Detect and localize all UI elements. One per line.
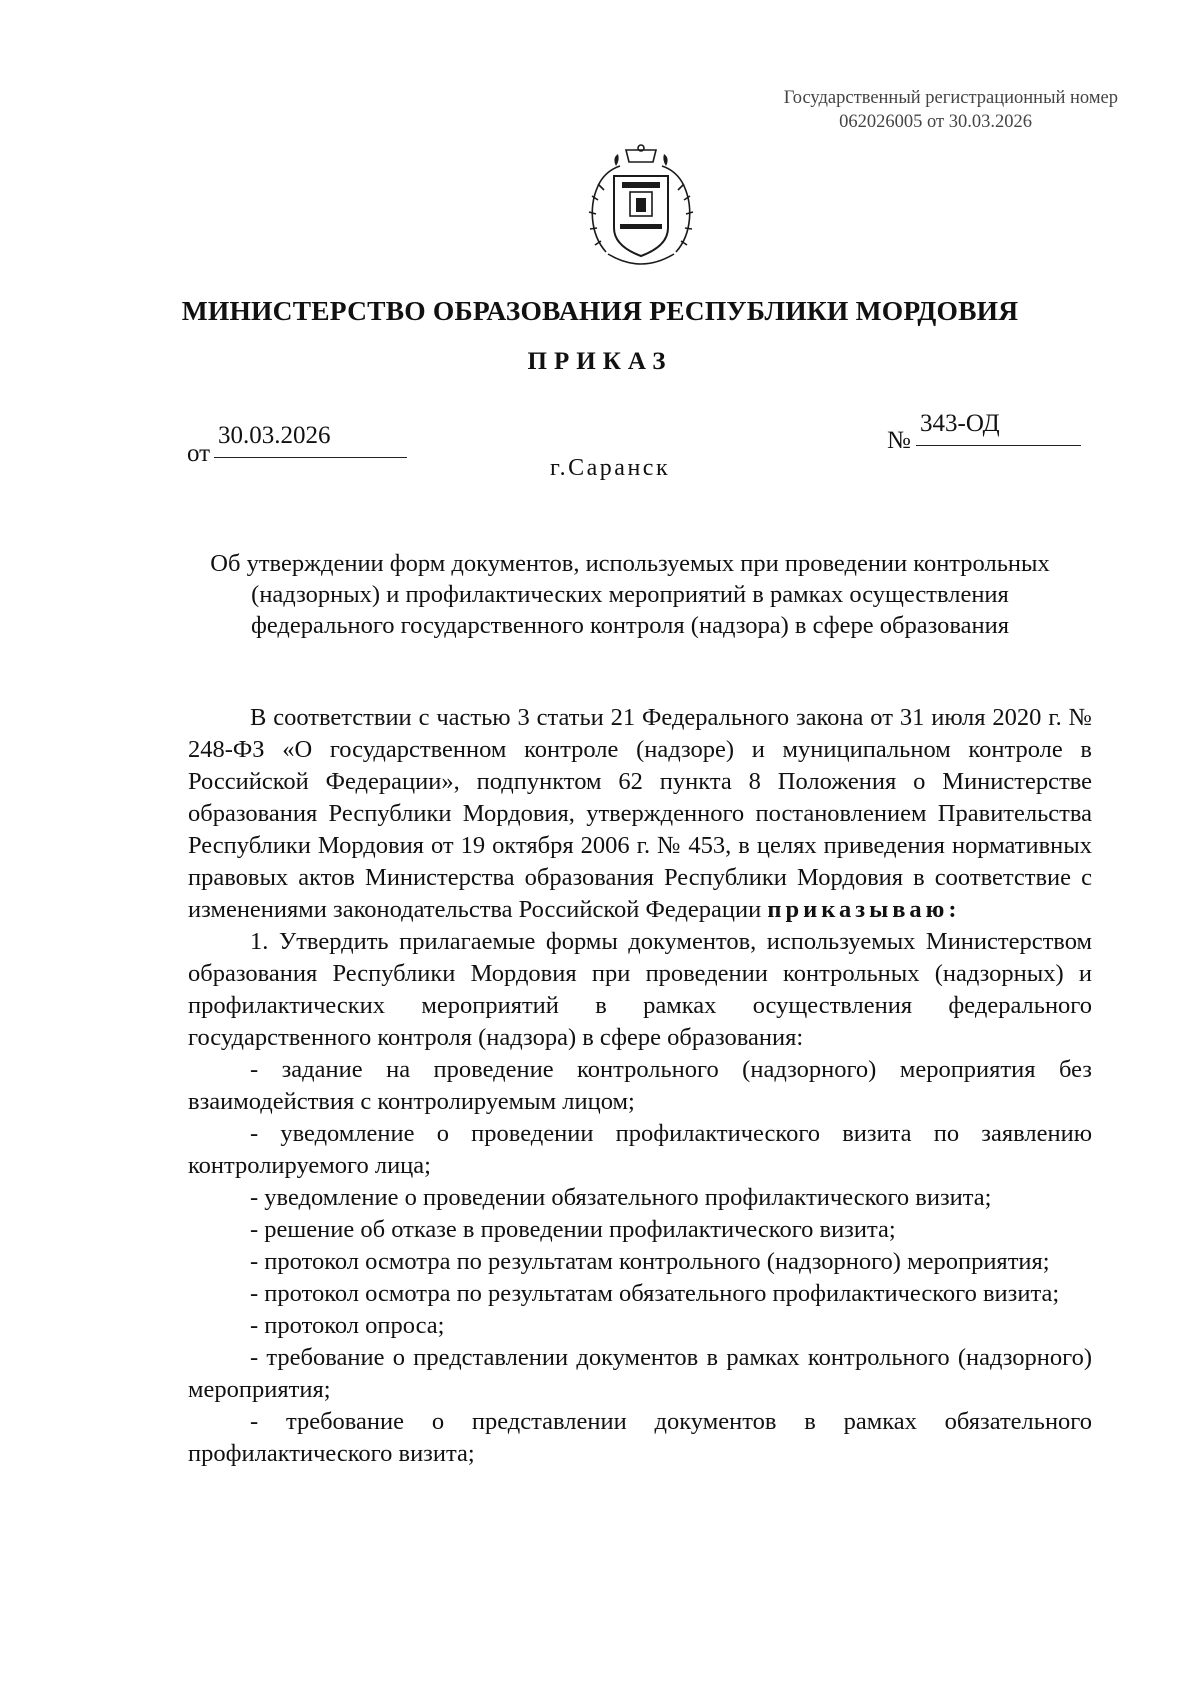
list-item: - протокол осмотра по результатам обязательного профилактического визита; — [250, 1280, 1060, 1307]
list-item: - протокол опроса; — [250, 1312, 445, 1339]
order-number-prefix: № — [887, 427, 911, 454]
list-item: - решение об отказе в проведении профилактического визита; — [250, 1216, 896, 1243]
coat-of-arms-emblem — [586, 142, 696, 276]
order-date-value: 30.03.2026 — [214, 422, 407, 458]
forms-list — [188, 1054, 1092, 1470]
document-type-title: ПРИКАЗ — [527, 348, 673, 375]
registration-number-value: 062026005 от 30.03.2026 — [839, 112, 1032, 132]
list-item: - требование о представлении документов в рамках обязательного профилактического визита; — [188, 1408, 1092, 1467]
list-item: - уведомление о проведении профилактического визита по заявлению контролируемого лица; — [188, 1120, 1092, 1179]
ministry-title: МИНИСТЕРСТВО ОБРАЗОВАНИЯ РЕСПУБЛИКИ МОРДОВИЯ — [181, 295, 1019, 326]
preamble-paragraph — [188, 702, 1092, 926]
registration-number — [658, 86, 1118, 134]
city: г.Саранск — [550, 455, 671, 481]
list-item: - требование о представлении документов в рамках контрольного (надзорного) мероприятия; — [188, 1344, 1092, 1403]
order-body — [188, 702, 1092, 1470]
list-item: - задание на проведение контрольного (надзорного) мероприятия без взаимодействия с контролируемым лицом; — [188, 1056, 1092, 1115]
order-number-value: 343-ОД — [916, 410, 1081, 446]
order-word: приказываю: — [767, 896, 961, 923]
order-subject: Об утверждении форм документов, используемых при проведении контрольных (надзорных) и профилактических мероприятий в рамках осуществления федерального государственного контроля (надзора) в сфере образования — [210, 550, 1050, 639]
preamble-text: В соответствии с частью 3 статьи 21 Федерального закона от 31 июля 2020 г. № 248-ФЗ «О государственном контроле (надзоре) и муниципальном контроле в Российской Федерации», подпунктом 62 пункта 8 Положения о Министерстве образования Республики Мордовия, утвержденного постановлением Правительства Республики Мордовия от 19 октября 2006 г. № 453, в целях приведения нормативных правовых актов Министерства образования Республики Мордовия в соответствие с изменениями законодательства Российской Федерации — [188, 704, 1092, 923]
item-1-paragraph: 1. Утвердить прилагаемые формы документов, используемых Министерством образования Республики Мордовия при проведении контрольных (надзорных) и профилактических мероприятий в рамках осуществления федерального государственного контроля (надзора) в сфере образования: — [188, 928, 1092, 1051]
registration-number-label: Государственный регистрационный номер — [783, 88, 1118, 108]
order-date-prefix: от — [187, 440, 211, 467]
list-item: - уведомление о проведении обязательного профилактического визита; — [250, 1184, 992, 1211]
list-item: - протокол осмотра по результатам контрольного (надзорного) мероприятия; — [250, 1248, 1050, 1275]
